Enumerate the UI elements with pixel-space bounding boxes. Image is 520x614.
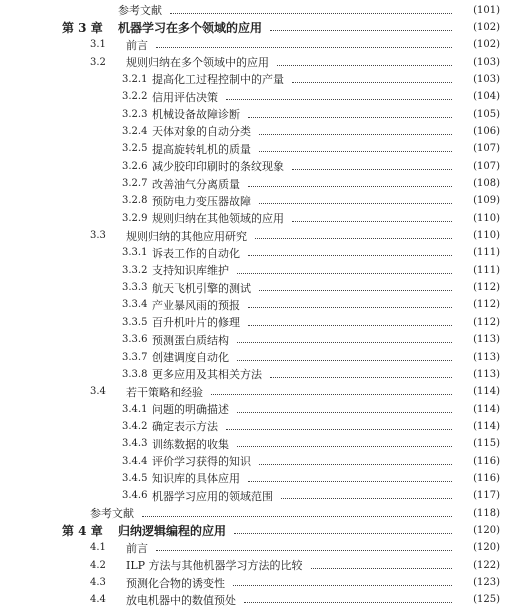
toc-entry-number: 3.4.1	[122, 403, 148, 415]
toc-entry-page: (113)	[473, 351, 500, 363]
toc-entry-title: 评价学习获得的知识	[152, 455, 251, 469]
toc-entry-page: (117)	[473, 490, 500, 502]
toc-entry-title: 问题的明确描述	[152, 403, 229, 417]
dot-leader	[259, 134, 452, 135]
toc-entry-page: (111)	[473, 264, 500, 276]
toc-entry[interactable]	[0, 383, 520, 401]
toc-entry-page: (114)	[473, 420, 500, 432]
dot-leader	[237, 446, 452, 447]
toc-entry-number: 第 3 章	[62, 20, 103, 35]
toc-entry-page: (116)	[473, 455, 500, 467]
toc-entry-title: 若干策略和经验	[126, 385, 203, 399]
toc-entry-title: 参考文献	[118, 4, 162, 17]
toc-entry-number: 第 4 章	[62, 524, 103, 538]
toc-entry[interactable]	[0, 331, 520, 349]
dot-leader	[237, 273, 452, 274]
dot-leader	[237, 360, 452, 361]
toc-entry[interactable]	[0, 452, 520, 470]
toc-entry-page: (112)	[473, 316, 500, 328]
toc-entry-page: (101)	[473, 4, 500, 16]
toc-entry[interactable]	[0, 88, 520, 106]
toc-entry-number: 3.2.4	[122, 125, 148, 137]
toc-entry[interactable]	[0, 36, 520, 54]
toc-entry-number: 3.4.3	[122, 438, 148, 450]
dot-leader	[248, 481, 452, 482]
toc-entry-title: 改善油气分离质量	[152, 177, 240, 191]
toc-entry-number: 4.3	[90, 577, 106, 589]
toc-entry-title: 规则归纳在多个领域中的应用	[126, 56, 269, 70]
toc-entry[interactable]	[0, 539, 520, 557]
toc-entry-number: 3.2.2	[122, 91, 148, 103]
toc-entry-number: 3.4.4	[122, 455, 148, 467]
toc-entry-page: (107)	[473, 143, 500, 155]
toc-entry[interactable]	[0, 53, 520, 71]
toc-entry-page: (113)	[473, 334, 500, 346]
toc-entry[interactable]	[0, 365, 520, 383]
toc-entry-page: (116)	[473, 472, 500, 484]
toc-entry[interactable]	[0, 18, 520, 36]
toc-entry-number: 3.2.9	[122, 212, 148, 224]
toc-entry-title: 前言	[126, 38, 148, 52]
toc-entry-page: (110)	[473, 212, 500, 224]
toc-entry-title: 提高旋转轧机的质量	[152, 142, 251, 156]
toc-entry-page: (103)	[473, 73, 500, 85]
toc-entry-page: (107)	[473, 160, 500, 172]
toc-entry-page: (111)	[473, 247, 500, 259]
toc-entry-title: ILP 方法与其他机器学习方法的比较	[126, 559, 303, 573]
dot-leader	[277, 65, 452, 66]
toc-entry-title: 规则归纳在其他领域的应用	[152, 212, 284, 226]
toc-entry[interactable]	[0, 209, 520, 227]
toc-entry-number: 3.2	[90, 56, 106, 68]
toc-entry-page: (109)	[473, 195, 500, 207]
dot-leader	[248, 307, 452, 308]
toc-entry-title: 产业暴风雨的预报	[152, 298, 240, 312]
toc-entry-page: (122)	[473, 559, 500, 571]
dot-leader	[156, 550, 452, 551]
dot-leader	[237, 342, 452, 343]
dot-leader	[292, 82, 452, 83]
toc-entry-page: (118)	[473, 507, 500, 519]
toc-entry-page: (115)	[473, 438, 500, 450]
toc-entry[interactable]	[0, 1, 520, 19]
dot-leader	[259, 290, 452, 291]
toc-entry-title: 确定表示方法	[152, 420, 218, 434]
dot-leader	[248, 255, 452, 256]
dot-leader	[281, 498, 452, 499]
toc-entry-title: 航天飞机引擎的测试	[152, 281, 251, 295]
toc-entry[interactable]	[0, 591, 520, 609]
toc-entry-number: 3.3.7	[122, 351, 148, 363]
toc-entry-title: 百升机叶片的修理	[152, 316, 240, 330]
toc-entry-title: 更多应用及其相关方法	[152, 368, 262, 382]
toc-entry-number: 3.3	[90, 230, 106, 242]
toc-entry[interactable]	[0, 522, 520, 540]
toc-entry-title: 归纳逻辑编程的应用	[118, 524, 227, 538]
dot-leader	[311, 568, 452, 569]
dot-leader	[233, 585, 452, 586]
toc-entry-title: 提高化工过程控制中的产量	[152, 73, 284, 87]
dot-leader	[259, 151, 452, 152]
toc-entry[interactable]	[0, 157, 520, 175]
toc-entry[interactable]	[0, 348, 520, 366]
toc-entry-number: 4.4	[90, 594, 106, 606]
toc-entry-title: 训练数据的收集	[152, 437, 229, 451]
toc-entry-title: 机器学习应用的领域范围	[152, 489, 273, 503]
dot-leader	[226, 429, 452, 430]
toc-entry-number: 3.4	[90, 386, 106, 398]
toc-entry-number: 3.3.2	[122, 264, 148, 276]
toc-entry-title: 信用评估决策	[152, 90, 218, 104]
toc-entry-title: 规则归纳的其他应用研究	[126, 229, 247, 243]
toc-entry[interactable]	[0, 192, 520, 210]
toc-entry[interactable]	[0, 261, 520, 279]
toc-entry-number: 3.3.1	[122, 247, 148, 259]
toc-entry-page: (105)	[473, 108, 500, 120]
toc-entry-page: (114)	[473, 403, 500, 415]
toc-entry-number: 4.1	[90, 542, 106, 554]
toc-entry[interactable]	[0, 70, 520, 88]
toc-entry-page: (108)	[473, 178, 500, 189]
dot-leader	[237, 412, 452, 413]
dot-leader	[292, 221, 452, 222]
toc-entry-page: (114)	[473, 386, 500, 398]
toc-entry-page: (102)	[473, 21, 500, 33]
toc-entry-page: (123)	[473, 577, 500, 589]
dot-leader	[255, 238, 452, 239]
dot-leader	[248, 117, 452, 118]
dot-leader	[292, 169, 452, 170]
dot-leader	[270, 377, 452, 378]
dot-leader	[270, 30, 452, 31]
dot-leader	[244, 602, 452, 603]
toc-entry-title: 预防电力变压器故障	[152, 194, 251, 208]
toc-entry[interactable]	[0, 313, 520, 331]
toc-entry-title: 创建调度自动化	[152, 351, 229, 364]
toc-entry-title: 前言	[126, 541, 148, 555]
toc-entry[interactable]	[0, 435, 520, 453]
dot-leader	[170, 13, 452, 14]
toc-entry-number: 3.4.5	[122, 472, 148, 484]
dot-leader	[234, 533, 452, 534]
toc-entry-title: 参考文献	[90, 507, 134, 521]
dot-leader	[142, 516, 452, 517]
toc-entry-page: (110)	[473, 230, 500, 242]
toc-entry-number: 3.2.3	[122, 108, 148, 120]
toc-entry-page: (103)	[473, 56, 500, 68]
toc-entry-title: 天体对象的自动分类	[152, 125, 251, 139]
toc-entry[interactable]	[0, 175, 520, 193]
toc-entry-number: 3.4.2	[122, 420, 148, 432]
toc-entry-page: (120)	[473, 525, 500, 536]
toc-entry-page: (113)	[473, 368, 500, 380]
toc-entry[interactable]	[0, 279, 520, 297]
toc-entry-title: 预测蛋白质结构	[152, 333, 229, 347]
toc-entry[interactable]	[0, 140, 520, 158]
toc-entry-page: (106)	[473, 125, 500, 137]
toc-entry-number: 3.2.5	[122, 143, 148, 155]
toc-entry-number: 3.2.6	[122, 160, 148, 172]
toc-entry-title: 诉表工作的自动化	[152, 246, 240, 260]
toc-entry-title: 预测化合物的诱变性	[126, 576, 225, 590]
toc-entry-number: 3.2.8	[122, 195, 148, 207]
toc-entry-number: 3.3.8	[122, 368, 148, 380]
toc-entry[interactable]	[0, 574, 520, 592]
toc-entry-page: (112)	[473, 299, 500, 311]
toc-entry-page: (102)	[473, 39, 500, 51]
toc-entry-number: 3.2.7	[122, 178, 148, 189]
dot-leader	[248, 186, 452, 187]
toc-entry-title: 放电机器中的数值预处	[126, 593, 236, 607]
toc-entry[interactable]	[0, 296, 520, 314]
toc-entry-number: 3.2.1	[122, 73, 148, 85]
dot-leader	[156, 47, 452, 48]
toc-entry-title: 减少胶印印刷时的条纹现象	[152, 160, 284, 174]
toc-entry[interactable]	[0, 400, 520, 418]
toc-entry[interactable]	[0, 487, 520, 505]
toc-entry-number: 3.3.4	[122, 299, 148, 311]
toc-entry-title: 机器学习在多个领域的应用	[118, 20, 263, 35]
toc-entry[interactable]	[0, 556, 520, 574]
dot-leader	[259, 203, 452, 204]
toc-entry[interactable]	[0, 417, 520, 435]
toc-entry-number: 3.3.6	[122, 334, 148, 346]
toc-entry-title: 机械设备故障诊断	[152, 108, 240, 122]
toc-entry-title: 支持知识库维护	[152, 264, 229, 278]
toc-entry[interactable]	[0, 504, 520, 522]
toc-entry[interactable]	[0, 244, 520, 262]
toc-entry-title: 知识库的具体应用	[152, 472, 240, 486]
toc-entry-page: (104)	[473, 91, 500, 103]
toc-entry-number: 4.2	[90, 559, 106, 571]
toc-entry-number: 3.4.6	[122, 490, 148, 502]
toc-entry[interactable]	[0, 105, 520, 123]
dot-leader	[248, 325, 452, 326]
toc-entry-number: 3.3.3	[122, 282, 148, 294]
toc-entry-number: 3.1	[90, 39, 106, 51]
toc-entry-page: (112)	[473, 282, 500, 294]
dot-leader	[211, 394, 452, 395]
toc-entry[interactable]	[0, 227, 520, 245]
dot-leader	[226, 99, 452, 100]
toc-entry[interactable]	[0, 122, 520, 140]
toc-entry-page: (120)	[473, 542, 500, 554]
toc-entry-page: (125)	[473, 594, 500, 606]
toc-entry[interactable]	[0, 469, 520, 487]
toc-entry-number: 3.3.5	[122, 316, 148, 328]
dot-leader	[259, 464, 452, 465]
